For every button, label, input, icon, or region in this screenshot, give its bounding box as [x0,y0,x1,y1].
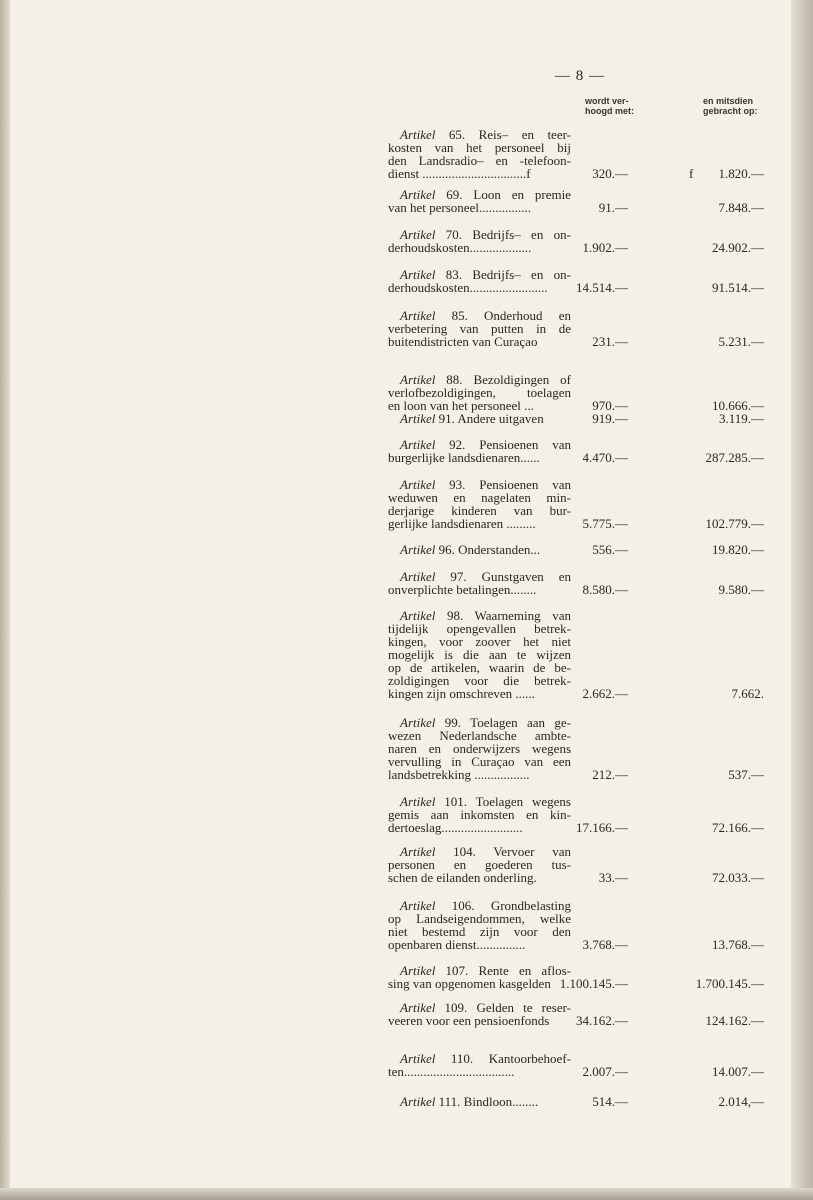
article-text: 93. Pensioenen van [435,477,571,492]
amount-increase: 1.100.145.— [559,976,628,991]
article-label: Artikel [400,227,436,242]
article-description [388,188,571,214]
amount-increase: 514.— [592,1094,628,1109]
article-text: 92. Pensioenen van [435,437,571,452]
article-text-line: landsbetrekking ................. [388,767,530,782]
article-text: 101. Toelagen wegens [435,794,571,809]
article-description [388,128,571,180]
article-description [388,1001,571,1027]
article-text-line: schen de eilanden onderling. [388,870,537,885]
article-description [388,268,571,294]
amount-total: 14.007.— [712,1064,764,1079]
article-label: Artikel [400,308,436,323]
article-text-line: veeren voor een pensioenfonds [388,1013,550,1028]
article-text: 104. Vervoer van [435,844,571,859]
article-label: Artikel [400,477,436,492]
column-header-line: hoogd met: [585,106,634,116]
article-text-line: personen en goederen tus- [388,857,571,872]
article-text-line: gerlijke landsdienaren ......... [388,516,536,531]
article-text: 96. Onderstanden... [435,542,541,557]
article-text-line: openbaren dienst............... [388,937,526,952]
article-text: 69. Loon en premie [435,187,571,202]
amount-total: 102.779.— [705,516,764,531]
amount-total: 24.902.— [712,240,764,255]
article-label: Artikel [400,715,436,730]
article-text-line: niet bestemd zijn voor den [388,924,571,939]
column-header-line: gebracht op: [703,106,758,116]
article-text-line: kingen, voor zoover het niet [388,634,571,649]
article-description [388,478,571,530]
article-description [388,716,571,781]
article-text-line: burgerlijke landsdienaren...... [388,450,540,465]
article-text-line: ten.................................. [388,1064,515,1079]
page-number: — 8 — [555,68,605,84]
page-left-edge [0,0,10,1200]
article-text: 107. Rente en aflos- [435,963,571,978]
article-label: Artikel [400,187,436,202]
amount-increase: 556.— [592,542,628,557]
article-description [388,964,571,990]
article-text: 91. Andere uitgaven [435,411,544,426]
article-text-line: derjarige kinderen van bur- [388,503,571,518]
amount-total: 287.285.— [705,450,764,465]
article-label: Artikel [400,542,436,557]
article-text-line: weduwen en nagelaten min- [388,490,571,505]
article-description [388,845,571,884]
article-label: Artikel [400,963,436,978]
article-text: 83. Bedrijfs– en on- [435,267,571,282]
amount-total: 3.119.— [718,411,764,426]
amount-total: 537.— [728,767,764,782]
article-text-line: vervulling in Curaçao van een [388,754,571,769]
amount-total: 13.768.— [712,937,764,952]
article-text-line: sing van opgenomen kasgelden [388,976,551,991]
column-header-total [703,96,778,116]
article-text-line: dertoeslag......................... [388,820,523,835]
article-text: 106. Grondbelasting [435,898,571,913]
article-label: Artikel [400,1094,436,1109]
article-text-line: op de artikelen, waarin de be- [388,660,571,675]
amount-increase: 91.— [598,200,628,215]
article-label: Artikel [400,569,436,584]
article-text: 99. Toelagen aan ge- [435,715,571,730]
amount-total: 10.666.— [712,398,764,413]
article-description [388,899,571,951]
amount-increase: 4.470.— [582,450,628,465]
article-description [388,1052,571,1078]
article-text-line [388,1095,571,1108]
amount-total: 7.662. [731,686,764,701]
page-right-edge [791,0,813,1200]
article-text-line: mogelijk is die aan te wijzen [388,647,571,662]
article-label: Artikel [400,608,436,623]
article-description [388,1095,571,1108]
article-label: Artikel [400,898,436,913]
amount-increase: 320.— [592,166,628,181]
currency-symbol: f [689,166,694,181]
amount-total: 1.820.— [718,166,764,181]
article-description [388,438,571,464]
amount-increase: 1.902.— [582,240,628,255]
article-text: 111. Bindloon........ [435,1094,539,1109]
article-text-line: van het personeel................ [388,200,531,215]
amount-increase: 231.— [592,334,628,349]
column-header-line: en mitsdien [703,96,754,106]
article-text-line: derhoudskosten........................ [388,280,548,295]
article-text-line: naren en onderwijzers wegens [388,741,571,756]
amount-total: 1.700.145.— [695,976,764,991]
article-description [388,228,571,254]
article-text: 98. Waarneming van [435,608,571,623]
article-text-line: op Landseigendommen, welke [388,911,571,926]
page-bottom-edge [0,1188,813,1200]
amount-total: 5.231.— [718,334,764,349]
article-label: Artikel [400,844,436,859]
article-description [388,412,571,425]
article-description [388,795,571,834]
article-text: 70. Bedrijfs– en on- [435,227,571,242]
amount-increase: 2.662.— [582,686,628,701]
article-label: Artikel [400,411,436,426]
article-text-line: verbetering van putten in de [388,321,571,336]
article-label: Artikel [400,1000,436,1015]
article-text-line: en loon van het personeel ... [388,398,534,413]
article-text: 97. Gunstgaven en [435,569,571,584]
article-description [388,373,571,412]
article-text-line: derhoudskosten................... [388,240,532,255]
amount-increase: 5.775.— [582,516,628,531]
amount-increase: 3.768.— [582,937,628,952]
article-text: 110. Kantoorbehoef- [435,1051,571,1066]
article-description [388,309,571,348]
article-label: Artikel [400,794,436,809]
article-text-line: kosten van het personeel bij [388,140,571,155]
article-text-line [388,543,571,556]
article-label: Artikel [400,127,436,142]
amount-increase: 14.514.— [576,280,628,295]
article-text-line: wezen Nederlandsche ambte- [388,728,571,743]
article-text-line: gemis aan inkomsten en kin- [388,807,571,822]
article-text-line: dienst ................................f [388,166,531,181]
amount-total: 2.014,— [718,1094,764,1109]
amount-increase: 2.007.— [582,1064,628,1079]
amount-increase: 212.— [592,767,628,782]
article-text-line [388,412,571,425]
article-text: 65. Reis– en teer- [435,127,571,142]
article-text: 85. Onderhoud en [435,308,571,323]
amount-increase: 919.— [592,411,628,426]
article-description [388,543,571,556]
article-text-line: kingen zijn omschreven ...... [388,686,535,701]
amount-total: 19.820.— [712,542,764,557]
amount-increase: 33.— [598,870,628,885]
amount-increase: 8.580.— [582,582,628,597]
amount-total: 91.514.— [712,280,764,295]
amount-total: 72.033.— [712,870,764,885]
amount-increase: 34.162.— [576,1013,628,1028]
column-header-line: wordt ver- [585,96,629,106]
amount-total: 9.580.— [718,582,764,597]
article-text-line: den Landsradio– en -telefoon- [388,153,571,168]
column-header-increased [585,96,655,116]
article-text: 88. Bezoldigingen of [435,372,571,387]
article-description [388,609,571,700]
article-label: Artikel [400,267,436,282]
amount-total: 124.162.— [705,1013,764,1028]
amount-total: 72.166.— [712,820,764,835]
amount-increase: 970.— [592,398,628,413]
article-text-line: zoldigingen voor die betrek- [388,673,571,688]
article-text-line: tijdelijk opengevallen betrek- [388,621,571,636]
amount-increase: 17.166.— [576,820,628,835]
article-label: Artikel [400,437,436,452]
article-text-line: verlofbezoldigingen, toelagen [388,385,571,400]
article-label: Artikel [400,372,436,387]
article-text-line: buitendistricten van Curaçao [388,334,538,349]
amount-total: 7.848.— [718,200,764,215]
article-label: Artikel [400,1051,436,1066]
article-text-line: onverplichte betalingen........ [388,582,537,597]
article-description [388,570,571,596]
article-text: 109. Gelden te reser- [435,1000,571,1015]
